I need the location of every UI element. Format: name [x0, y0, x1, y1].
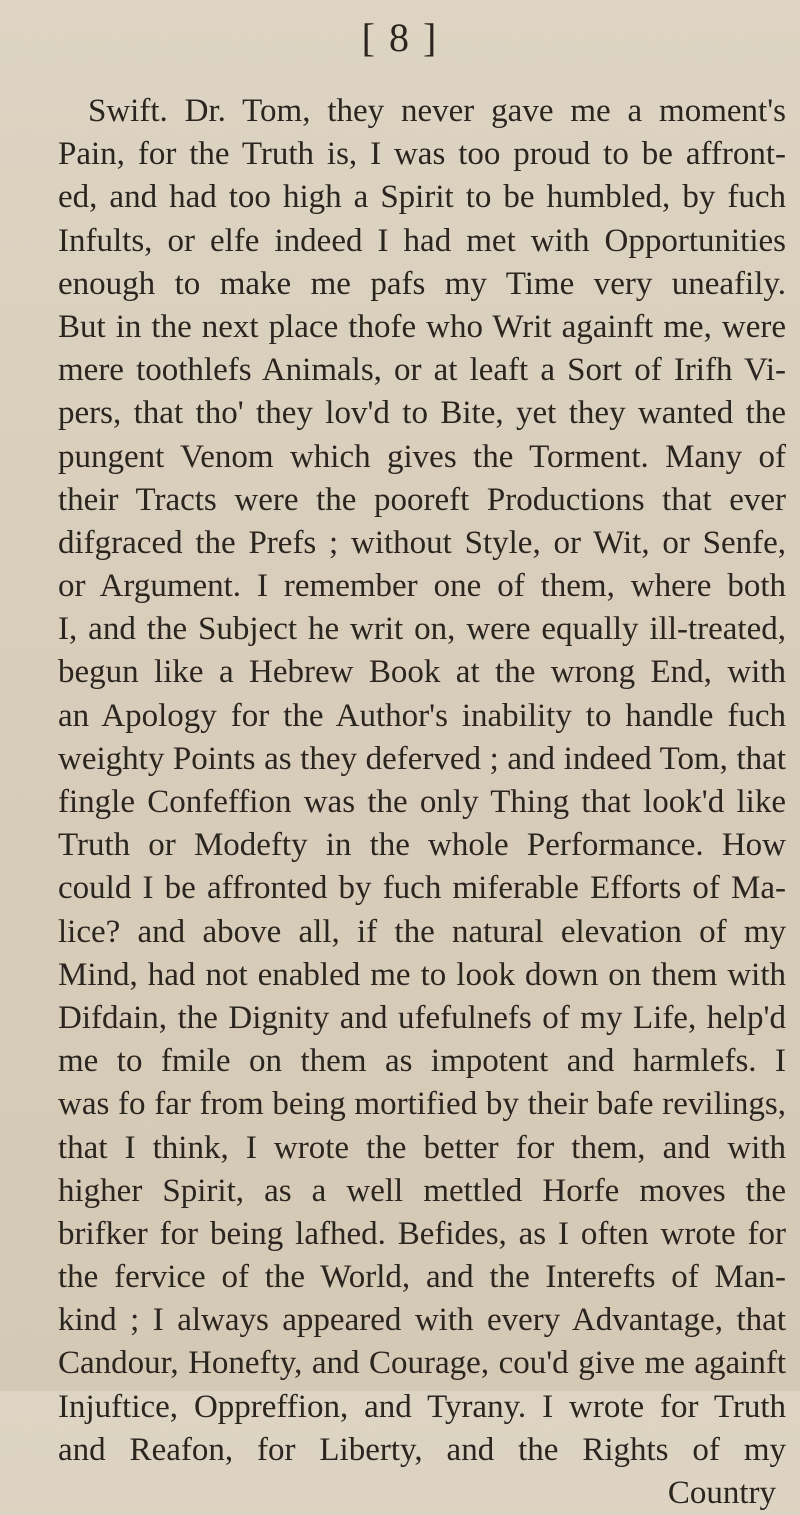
- text-line: their Tracts were the pooreft Productions that ever: [58, 481, 786, 518]
- text-line: enough to make me pafs my Time very uneafily.: [58, 265, 786, 302]
- text-line: the fervice of the World, and the Interefts of Man-: [58, 1259, 786, 1296]
- text-line: could I be affronted by fuch miferable Efforts of Ma-: [58, 870, 786, 907]
- text-line: Infults, or elfe indeed I had met with Opportunities: [58, 222, 786, 259]
- text-line: Difdain, the Dignity and ufefulnefs of my Life, help'd: [58, 999, 786, 1036]
- text-line: difgraced the Prefs ; without Style, or Wit, or Senfe,: [58, 524, 786, 561]
- text-line: lice? and above all, if the natural elevation of my: [58, 913, 786, 950]
- text-line: or Argument. I remember one of them, where both: [58, 568, 786, 605]
- text-line: and Reafon, for Liberty, and the Rights of my: [58, 1431, 786, 1468]
- text-line: brifker for being lafhed. Befides, as I often wrote for: [58, 1215, 786, 1252]
- text-line: pungent Venom which gives the Torment. Many of: [58, 438, 786, 475]
- text-line: begun like a Hebrew Book at the wrong End, with: [58, 654, 786, 691]
- text-line: Candour, Honefty, and Courage, cou'd give me againft: [58, 1345, 786, 1382]
- catchword: Country: [667, 1475, 776, 1511]
- text-line: that I think, I wrote the better for them, and with: [58, 1129, 786, 1166]
- text-line: Swift. Dr. Tom, they never gave me a moment's: [88, 93, 786, 129]
- text-line: Mind, had not enabled me to look down on them with: [58, 956, 786, 993]
- text-line: ed, and had too high a Spirit to be humbled, by fuch: [58, 179, 786, 216]
- text-line: Injuftice, Oppreffion, and Tyrany. I wrote for Truth: [58, 1388, 786, 1425]
- text-line: me to fmile on them as impotent and harmlefs. I: [58, 1043, 786, 1080]
- text-line: kind ; I always appeared with every Advantage, that: [58, 1302, 786, 1339]
- text-line: Pain, for the Truth is, I was too proud to be affront-: [58, 136, 786, 173]
- text-line: I, and the Subject he writ on, were equally ill-treated,: [58, 611, 786, 648]
- text-line: But in the next place thofe who Writ againft me, were: [58, 308, 786, 345]
- body-text: [58, 90, 786, 1515]
- text-line: mere toothlefs Animals, or at leaft a Sort of Irifh Vi-: [58, 352, 786, 389]
- text-line: fingle Confeffion was the only Thing that look'd like: [58, 784, 786, 820]
- text-line: weighty Points as they deferved ; and indeed Tom, that: [58, 740, 786, 777]
- text-line: an Apology for the Author's inability to handle fuch: [58, 697, 786, 734]
- text-line: pers, that tho' they lov'd to Bite, yet they wanted the: [58, 395, 786, 432]
- text-line: Truth or Modefty in the whole Performance. How: [58, 827, 786, 864]
- text-line: higher Spirit, as a well mettled Horfe moves the: [58, 1172, 786, 1209]
- text-line: was fo far from being mortified by their bafe revilings,: [58, 1086, 786, 1123]
- page-number: [ 8 ]: [361, 15, 439, 60]
